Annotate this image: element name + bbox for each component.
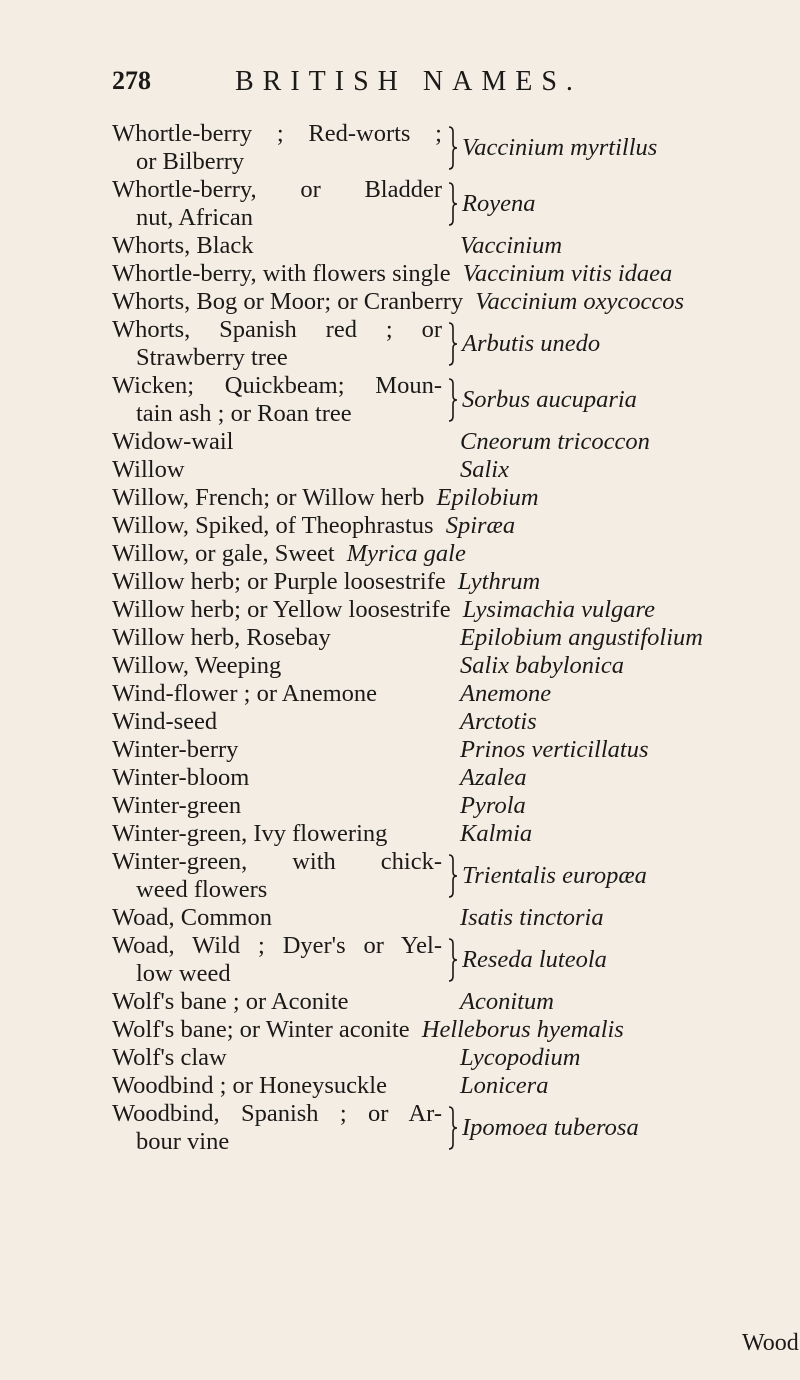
running-head bbox=[80, 66, 720, 106]
entry-english-name-line2: Strawberry tree bbox=[136, 344, 288, 371]
entry-english-name: Widow-wail bbox=[112, 428, 234, 455]
entry-english-name: Whortle-berry, with flowers single bbox=[112, 260, 451, 287]
entry-english-name: Wolf's bane ; or Aconite bbox=[112, 988, 349, 1015]
entry-english-name-line1: Wicken; Quickbeam; Moun- bbox=[112, 372, 442, 399]
entry-row bbox=[112, 596, 692, 624]
entry-row bbox=[112, 232, 692, 260]
entry-latin-name: Myrica gale bbox=[346, 540, 466, 567]
entry-english-name: Wolf's claw bbox=[112, 1044, 227, 1071]
entry-english-name: Whorts, Black bbox=[112, 232, 254, 259]
entry-row bbox=[112, 792, 692, 820]
entry-english-name: Willow, or gale, Sweet bbox=[112, 540, 335, 567]
entry-row bbox=[112, 904, 692, 932]
entry-row bbox=[112, 568, 692, 596]
entry-row bbox=[112, 316, 692, 372]
entry-latin-name: Epilobium bbox=[436, 484, 539, 511]
entry-row bbox=[112, 764, 692, 792]
entry-row bbox=[112, 484, 692, 512]
entry-english-name: Woodbind ; or Honeysuckle bbox=[112, 1072, 387, 1099]
entry-latin-name: Lythrum bbox=[457, 568, 541, 595]
entry-row bbox=[112, 540, 692, 568]
entry-english-name-line1: Whortle-berry, or Bladder bbox=[112, 176, 442, 203]
entry-latin-name: Royena bbox=[462, 190, 536, 217]
entry-row bbox=[112, 176, 692, 232]
catchword: Wood bbox=[742, 1330, 799, 1356]
entry-english-name-line2: or Bilberry bbox=[136, 148, 245, 175]
entry-latin-name: Arctotis bbox=[460, 708, 537, 735]
entry-row bbox=[112, 848, 692, 904]
entry-english-name-line2: bour vine bbox=[136, 1128, 230, 1155]
brace-mark bbox=[448, 182, 458, 226]
entry-row bbox=[112, 120, 692, 176]
entry-latin-name: Sorbus aucuparia bbox=[462, 386, 637, 413]
entry-row bbox=[112, 428, 692, 456]
entry-row bbox=[112, 624, 703, 652]
entry-row bbox=[112, 512, 692, 540]
entry-row bbox=[112, 932, 692, 988]
entry-latin-name: Vaccinium oxycoccos bbox=[475, 288, 685, 315]
entry-english-name-line2: low weed bbox=[136, 960, 231, 987]
entry-row bbox=[112, 736, 692, 764]
entry-latin-name: Pyrola bbox=[460, 792, 526, 819]
entry-row bbox=[112, 1016, 692, 1044]
entry-english-name-line1: Woad, Wild ; Dyer's or Yel- bbox=[112, 932, 442, 959]
entry-english-name: Willow herb; or Yellow loosestrife bbox=[112, 596, 451, 623]
entry-latin-name: Vaccinium bbox=[460, 232, 563, 259]
entry-english-name: Willow, Spiked, of Theophrastus bbox=[112, 512, 434, 539]
entry-latin-name: Lycopodium bbox=[460, 1044, 581, 1071]
entry-english-name: Wind-flower ; or Anemone bbox=[112, 680, 378, 707]
entry-english-name: Winter-bloom bbox=[112, 764, 250, 791]
brace-mark bbox=[448, 938, 458, 982]
entry-latin-name: Cneorum tricoccon bbox=[460, 428, 650, 455]
entry-latin-name: Vaccinium vitis idaea bbox=[462, 260, 673, 287]
entry-english-name: Winter-green bbox=[112, 792, 242, 819]
entry-row bbox=[112, 372, 692, 428]
entry-row bbox=[112, 1100, 692, 1156]
entry-english-name-line1: Winter-green, with chick- bbox=[112, 848, 442, 875]
entries-list bbox=[112, 120, 703, 1156]
entry-english-name: Whorts, Bog or Moor; or Cranberry bbox=[112, 288, 464, 315]
entry-english-name: Willow bbox=[112, 456, 185, 483]
entry-english-name-line2: weed flowers bbox=[136, 876, 268, 903]
entry-row bbox=[112, 820, 692, 848]
brace-mark bbox=[448, 854, 458, 898]
entry-latin-name: Salix bbox=[460, 456, 509, 483]
entry-latin-name: Spiræa bbox=[445, 512, 516, 539]
entry-latin-name: Epilobium angustifolium bbox=[460, 624, 703, 651]
entry-latin-name: Trientalis europæa bbox=[462, 862, 647, 889]
entry-english-name: Willow, Weeping bbox=[112, 652, 282, 679]
entry-row bbox=[112, 288, 692, 316]
entry-latin-name: Salix babylonica bbox=[460, 652, 624, 679]
entry-latin-name: Vaccinium myrtillus bbox=[462, 134, 658, 161]
brace-mark bbox=[448, 1106, 458, 1150]
entry-latin-name: Ipomoea tuberosa bbox=[462, 1114, 639, 1141]
entry-english-name: Willow herb, Rosebay bbox=[112, 624, 331, 651]
entry-english-name: Wind-seed bbox=[112, 708, 218, 735]
brace-mark bbox=[448, 126, 458, 170]
entry-english-name-line2: tain ash ; or Roan tree bbox=[136, 400, 352, 427]
entry-row bbox=[112, 708, 692, 736]
entry-latin-name: Reseda luteola bbox=[462, 946, 607, 973]
entry-english-name-line2: nut, African bbox=[136, 204, 254, 231]
entry-english-name-line1: Whorts, Spanish red ; or bbox=[112, 316, 442, 343]
entry-latin-name: Anemone bbox=[460, 680, 552, 707]
entry-english-name-line1: Woodbind, Spanish ; or Ar- bbox=[112, 1100, 442, 1127]
entry-latin-name: Helleborus hyemalis bbox=[421, 1016, 624, 1043]
entry-row bbox=[112, 652, 692, 680]
entry-english-name: Winter-berry bbox=[112, 736, 239, 763]
entry-english-name: Wolf's bane; or Winter aconite bbox=[112, 1016, 410, 1043]
brace-mark bbox=[448, 322, 458, 366]
entry-row bbox=[112, 1044, 692, 1072]
entry-row bbox=[112, 1072, 692, 1100]
entry-latin-name: Aconitum bbox=[460, 988, 554, 1015]
entry-row bbox=[112, 680, 692, 708]
entry-latin-name: Kalmia bbox=[460, 820, 533, 847]
entry-row bbox=[112, 260, 692, 288]
entry-latin-name: Isatis tinctoria bbox=[460, 904, 604, 931]
entry-row bbox=[112, 988, 692, 1016]
entry-english-name-line1: Whortle-berry ; Red-worts ; bbox=[112, 120, 442, 147]
entry-english-name: Willow herb; or Purple loosestrife bbox=[112, 568, 446, 595]
entry-latin-name: Prinos verticillatus bbox=[460, 736, 649, 763]
brace-mark bbox=[448, 378, 458, 422]
entry-english-name: Woad, Common bbox=[112, 904, 272, 931]
entry-latin-name: Lonicera bbox=[460, 1072, 549, 1099]
entry-row bbox=[112, 456, 692, 484]
entry-english-name: Winter-green, Ivy flowering bbox=[112, 820, 388, 847]
page-title: BRITISH NAMES. bbox=[235, 66, 582, 97]
entry-latin-name: Lysimachia vulgare bbox=[462, 596, 655, 623]
entry-latin-name: Arbutis unedo bbox=[462, 330, 601, 357]
entry-latin-name: Azalea bbox=[460, 764, 527, 791]
page-number: 278 bbox=[112, 66, 151, 95]
entry-english-name: Willow, French; or Willow herb bbox=[112, 484, 425, 511]
